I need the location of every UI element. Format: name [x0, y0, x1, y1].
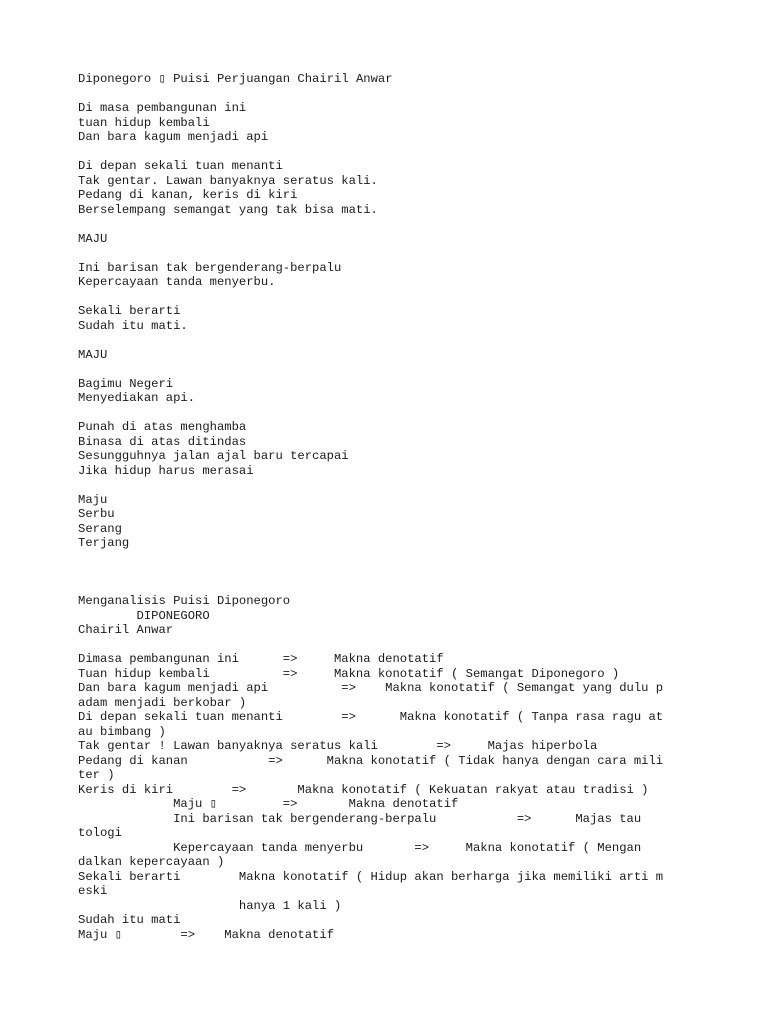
text-line: Ini barisan tak bergenderang-berpalu => Majas tau: [78, 811, 642, 826]
blank-line: [78, 551, 718, 566]
text-line: eski: [78, 884, 108, 898]
blank-line: [78, 406, 718, 421]
text-line: au bimbang ): [78, 724, 166, 739]
blank-line: [78, 87, 718, 102]
document-text: [78, 72, 718, 942]
text-line: adam menjadi berkobar ): [78, 695, 247, 710]
blank-line: [78, 565, 718, 580]
text-line: Pedang di kanan, keris di kiri: [78, 188, 298, 202]
text-line: Maju ▯ => Makna denotatif: [78, 927, 335, 942]
text-line: Chairil Anwar: [78, 623, 174, 637]
text-line: Terjang: [78, 536, 130, 550]
blank-line: [78, 246, 718, 261]
text-line: Kepercayaan tanda menyerbu.: [78, 275, 276, 289]
text-line: DIPONEGORO: [78, 608, 210, 623]
text-line: tuan hidup kembali: [78, 115, 210, 130]
text-line: Tak gentar. Lawan banyaknya seratus kali.: [78, 173, 378, 188]
text-line: Di depan sekali tuan menanti => Makna konotatif ( Tanpa rasa ragu at: [78, 710, 664, 724]
text-line: Maju: [78, 492, 108, 507]
text-line: Serbu: [78, 507, 115, 521]
text-line: Jika hidup harus merasai: [78, 463, 254, 478]
text-line: Tak gentar ! Lawan banyaknya seratus kali => Majas hiperbola: [78, 739, 598, 753]
text-line: Di depan sekali tuan menanti: [78, 159, 283, 173]
blank-line: [78, 217, 718, 232]
text-line: Keris di kiri => Makna konotatif ( Kekuatan rakyat atau tradisi ): [78, 782, 649, 797]
text-line: Binasa di atas ditindas: [78, 434, 247, 449]
text-line: Berselempang semangat yang tak bisa mati.: [78, 202, 378, 217]
text-line: Tuan hidup kembali => Makna konotatif ( Semangat Diponegoro ): [78, 666, 620, 681]
blank-line: [78, 580, 718, 595]
text-line: Ini barisan tak bergenderang-berpalu: [78, 260, 342, 275]
text-line: Sudah itu mati.: [78, 318, 188, 333]
text-line: Dimasa pembangunan ini => Makna denotatif: [78, 652, 444, 666]
text-line: Sudah itu mati: [78, 913, 181, 927]
text-line: Sekali berarti: [78, 304, 181, 318]
text-line: Dan bara kagum menjadi api: [78, 130, 269, 144]
blank-line: [78, 290, 718, 305]
text-line: MAJU: [78, 347, 108, 362]
blank-line: [78, 478, 718, 493]
text-line: Dan bara kagum menjadi api => Makna konotatif ( Semangat yang dulu p: [78, 681, 664, 695]
text-line: Kepercayaan tanda menyerbu => Makna konotatif ( Mengan: [78, 840, 642, 855]
text-line: Maju ▯ => Makna denotatif: [78, 797, 459, 811]
text-line: Menyediakan api.: [78, 391, 196, 405]
text-line: Bagimu Negeri: [78, 376, 174, 391]
text-line: Pedang di kanan => Makna konotatif ( Tidak hanya dengan cara mili: [78, 753, 664, 768]
text-line: Sekali berarti Makna konotatif ( Hidup akan berharga jika memiliki arti m: [78, 869, 664, 884]
text-line: tologi: [78, 826, 122, 840]
blank-line: [78, 145, 718, 160]
text-line: Di masa pembangunan ini: [78, 101, 247, 115]
blank-line: [78, 333, 718, 348]
text-line: Sesungguhnya jalan ajal baru tercapai: [78, 449, 349, 463]
text-line: ter ): [78, 768, 115, 782]
text-line: Menganalisis Puisi Diponegoro: [78, 594, 291, 608]
blank-line: [78, 362, 718, 377]
blank-line: [78, 638, 718, 653]
text-line: Punah di atas menghamba: [78, 420, 247, 434]
text-line: Serang: [78, 521, 122, 536]
text-line: dalkan kepercayaan ): [78, 855, 225, 869]
text-line: MAJU: [78, 231, 108, 246]
text-line: hanya 1 kali ): [78, 898, 342, 913]
text-line: Diponegoro ▯ Puisi Perjuangan Chairil Anwar: [78, 72, 393, 86]
